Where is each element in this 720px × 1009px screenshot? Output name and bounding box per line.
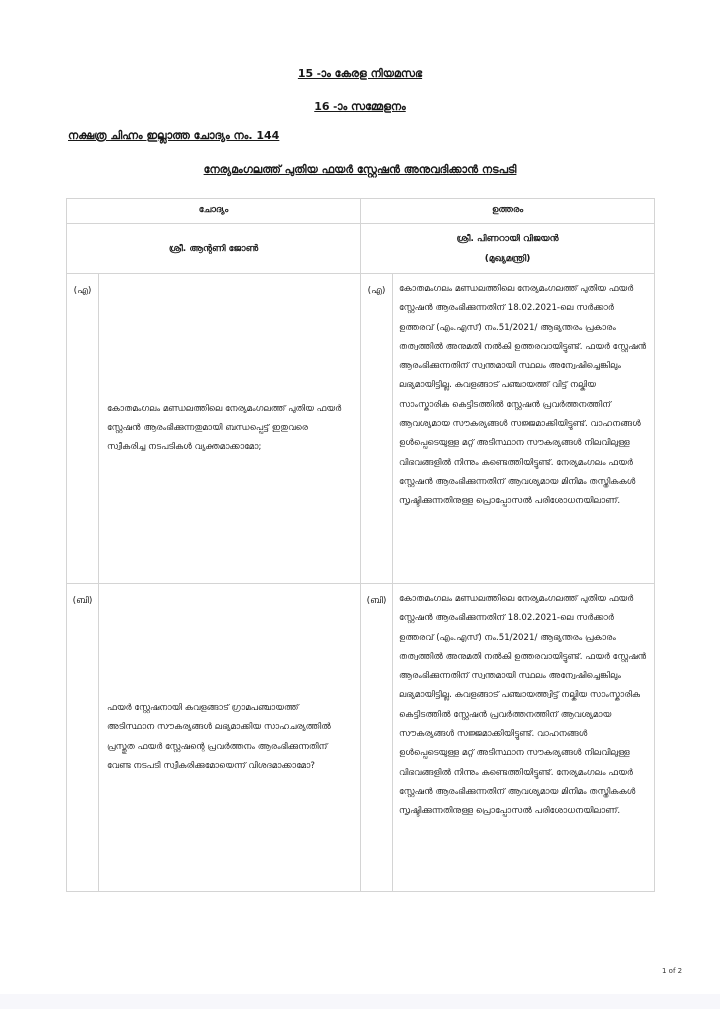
question-column-header: ചോദ്യം: [67, 199, 361, 224]
subject-heading: [0, 163, 720, 177]
answered-by-role: (മുഖ്യമന്ത്രി): [484, 253, 531, 264]
question-number-text: നക്ഷത്ര ചിഹ്നം ഇല്ലാത്ത ചോദ്യം നം. 144: [68, 129, 280, 142]
answer-column-header: ഉത്തരം: [361, 199, 655, 224]
answer-text: കോതമംഗലം മണ്ഡലത്തിലെ നേര്യമംഗലത്ത് പുതിയ ഫയർ സ്റ്റേഷൻ ആരംഭിക്കുന്നതിന് 18.02.2021-ലെ സർക്കാർ ഉത്തരവ് (എം.എസ്) നം.51/2021/ ആഭ്യന്തരം പ്രകാരം തത്വത്തിൽ അനുമതി നൽകി ഉത്തരവായിട്ടുണ്ട്. ഫയർ സ്റ്റേഷൻ ആരംഭിക്കുന്നതിന് സ്വന്തമായി സ്ഥലം അന്വേഷിച്ചെങ്കിലും ലഭ്യമായിട്ടില്ല. കവളങ്ങാട് പഞ്ചായത്ത് വിട്ട് നല്കിയ സാംസ്കാരിക കെട്ടിടത്തിൽ സ്റ്റേഷൻ പ്രവർത്തനത്തിന് ആവശ്യമായ സൗകര്യങ്ങൾ സജ്ജമാക്കിയിട്ടുണ്ട്. വാഹനങ്ങൾ ഉൾപ്പെടെയുള്ള മറ്റ് അടിസ്ഥാന സൗകര്യങ്ങൾ നിലവിലുള്ള വിഭവങ്ങളിൽ നിന്നും കണ്ടെത്തിയിട്ടുണ്ട്. നേര്യമംഗലം ഫയർ സ്റ്റേഷൻ ആരംഭിക്കുന്നതിന് ആവശ്യമായ മിനിമം തസ്തികകൾ സൃഷ്ടിക്കുന്നതിനുള്ള പ്രൊപ്പോസൽ പരിശോധനയിലാണ്.: [393, 274, 655, 584]
session-heading-text: 16 -ാം സമ്മേളനം: [314, 100, 406, 113]
answered-by-name: ശ്രീ. പിണറായി വിജയൻ: [456, 233, 559, 244]
assembly-heading-text: 15 -ാം കേരള നിയമസഭ: [297, 67, 423, 80]
question-label: (ബി): [67, 584, 99, 892]
column-header-row: [67, 199, 655, 224]
answered-by-cell: [361, 224, 655, 274]
question-label: (എ): [67, 274, 99, 584]
name-header-row: [67, 224, 655, 274]
answer-text: കോതമംഗലം മണ്ഡലത്തിലെ നേര്യമംഗലത്ത് പുതിയ ഫയർ സ്റ്റേഷൻ ആരംഭിക്കുന്നതിന് 18.02.2021-ലെ സർക്കാർ ഉത്തരവ് (എം.എസ്) നം.51/2021/ ആഭ്യന്തരം പ്രകാരം തത്വത്തിൽ അനുമതി നൽകി ഉത്തരവായിട്ടുണ്ട്. ഫയർ സ്റ്റേഷൻ ആരംഭിക്കുന്നതിന് സ്വന്തമായി സ്ഥലം അന്വേഷിച്ചെങ്കിലും ലഭ്യമായിട്ടില്ല. കവളങ്ങാട് പഞ്ചായത്ത്വിട്ട് നല്കിയ സാംസ്കാരിക കെട്ടിടത്തിൽ സ്റ്റേഷൻ പ്രവർത്തനത്തിന് ആവശ്യമായ സൗകര്യങ്ങൾ സജ്ജമാക്കിയിട്ടുണ്ട്. വാഹനങ്ങൾ ഉൾപ്പെടെയുള്ള മറ്റ് അടിസ്ഥാന സൗകര്യങ്ങൾ നിലവിലുള്ള വിഭവങ്ങളിൽ നിന്നും കണ്ടെത്തിയിട്ടുണ്ട്. നേര്യമംഗലം ഫയർ സ്റ്റേഷൻ ആരംഭിക്കുന്നതിന് ആവശ്യമായ മിനിമം തസ്തികകൾ സൃഷ്ടിക്കുന്നതിനുള്ള പ്രൊപ്പോസൽ പരിശോധനയിലാണ്.: [393, 584, 655, 892]
session-heading: [0, 100, 720, 114]
question-text: ഫയർ സ്റ്റേഷനായി കവളങ്ങാട് ഗ്രാമപഞ്ചായത്ത് അടിസ്ഥാന സൗകര്യങ്ങൾ ലഭ്യമാക്കിയ സാഹചര്യത്തിൽ പ്രസ്തുത ഫയർ സ്റ്റേഷന്റെ പ്രവർത്തനം ആരംഭിക്കുന്നതിന് വേണ്ട നടപടി സ്വീകരിക്കുമോയെന്ന് വിശദമാക്കാമോ?: [99, 584, 361, 892]
qa-table: [66, 198, 655, 892]
subject-heading-text: നേര്യമംഗലത്ത് പുതിയ ഫയർ സ്റ്റേഷൻ അനുവദിക്കാൻ നടപടി: [203, 163, 517, 176]
asked-by-cell: [67, 224, 361, 274]
page-indicator: 1 of 2: [662, 967, 683, 975]
question-number-heading: [68, 129, 279, 143]
answer-label: (എ): [361, 274, 393, 584]
question-text: കോതമംഗലം മണ്ഡലത്തിലെ നേര്യമംഗലത്ത് പുതിയ ഫയർ സ്റ്റേഷൻ ആരംഭിക്കുന്നതുമായി ബന്ധപ്പെട്ട് ഇതുവരെ സ്വീകരിച്ച നടപടികൾ വ്യക്തമാക്കാമോ;: [99, 274, 361, 584]
assembly-heading: [0, 67, 720, 81]
table-row: [67, 274, 655, 584]
asked-by-name: ശ്രീ. ആന്റണി ജോൺ: [168, 243, 259, 254]
table-row: [67, 584, 655, 892]
answer-label: (ബി): [361, 584, 393, 892]
